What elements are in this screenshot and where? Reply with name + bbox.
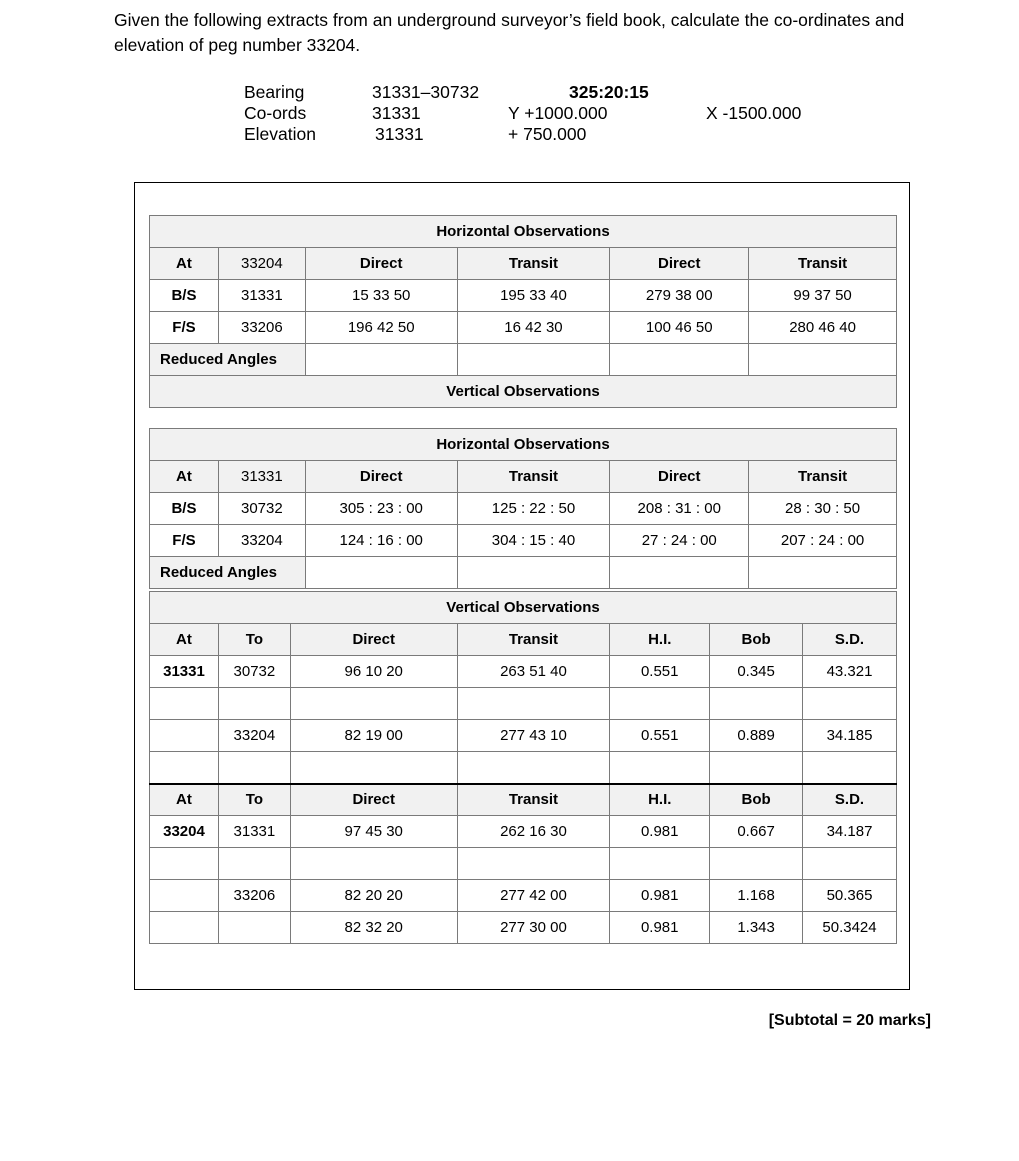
table-cell: 34.187 [803,816,897,848]
reduced-angles-label: Reduced Angles [150,557,306,589]
table-cell: 124 : 16 : 00 [305,525,457,557]
question-text: Given the following extracts from an underground surveyor’s field book, calculate the co-ordinates and elevation of peg number 33204. [114,10,905,55]
reduced-angles-row [150,557,897,589]
header-cell: Transit [749,461,897,493]
table-cell: 16 42 30 [457,312,610,344]
header-cell: 31331 [218,461,305,493]
table-cell: 0.981 [610,816,710,848]
table-cell: 0.345 [710,656,803,688]
header-cell: Bob [710,624,803,656]
table-row [150,912,897,944]
table-cell: 27 : 24 : 00 [610,525,749,557]
table-cell: 1.168 [710,880,803,912]
table-cell: 30732 [218,656,290,688]
table-cell: 33206 [218,880,290,912]
table2-title: Horizontal Observations [150,429,897,461]
table-cell [150,720,219,752]
bearing-value: 325:20:15 [569,82,649,102]
table-cell: 43.321 [803,656,897,688]
header-cell: H.I. [610,624,710,656]
header-cell: To [218,784,290,816]
header-cell: 33204 [218,248,305,280]
table-row [150,816,897,848]
table-cell: 33204 [218,720,290,752]
table-cell: 50.365 [803,880,897,912]
table-row [150,688,897,720]
header-cell: Transit [457,461,610,493]
table-cell: 262 16 30 [457,816,610,848]
table-row [150,656,897,688]
table-cell: 0.981 [610,912,710,944]
vertical-observations-title: Vertical Observations [150,592,897,624]
table-cell: 34.185 [803,720,897,752]
subtotal-marks: [Subtotal = 20 marks] [768,1012,931,1029]
table-cell: B/S [150,280,219,312]
table-cell: 277 30 00 [457,912,610,944]
table-row [150,848,897,880]
observations-table-31331 [149,428,897,589]
header-cell: Transit [457,624,610,656]
table-cell: 82 32 20 [290,912,457,944]
table-cell: 99 37 50 [749,280,897,312]
table-cell: 82 20 20 [290,880,457,912]
coords-station: 31331 [372,103,421,123]
table-cell: 208 : 31 : 00 [610,493,749,525]
table-header-row [150,784,897,816]
table-row [150,880,897,912]
answer-cell [610,344,749,376]
table-cell: 277 43 10 [457,720,610,752]
answer-cell [457,557,610,589]
table-row [150,312,897,344]
table-cell: 50.3424 [803,912,897,944]
answer-cell [749,557,897,589]
header-cell: Transit [749,248,897,280]
header-cell: Direct [290,784,457,816]
header-cell: S.D. [803,624,897,656]
table-cell: 100 46 50 [610,312,749,344]
table-cell: 1.343 [710,912,803,944]
table-cell: 96 10 20 [290,656,457,688]
table-cell: 30732 [218,493,305,525]
table-row [150,280,897,312]
header-cell: At [150,624,219,656]
header-cell: Transit [457,248,610,280]
header-cell: Direct [610,248,749,280]
table-cell [150,880,219,912]
table-cell: 304 : 15 : 40 [457,525,610,557]
table-cell: 0.551 [610,656,710,688]
table-cell: 31331 [150,656,219,688]
table-cell: 33204 [218,525,305,557]
header-cell: Transit [457,784,610,816]
elevation-station: 31331 [375,124,424,144]
vertical-observations-table [149,591,897,944]
table-cell: 279 38 00 [610,280,749,312]
coords-x: X -1500.000 [706,103,802,123]
table-cell: 277 42 00 [457,880,610,912]
header-cell: At [150,784,219,816]
elevation-value: + 750.000 [508,124,587,144]
table-cell [218,912,290,944]
table-header-row [150,248,897,280]
header-cell: S.D. [803,784,897,816]
elevation-label: Elevation [244,124,316,144]
header-cell: Bob [710,784,803,816]
bearing-stations: 31331–30732 [372,82,480,102]
table-cell: 195 33 40 [457,280,610,312]
table-cell: 33206 [218,312,305,344]
table-cell: B/S [150,493,219,525]
table-cell: 28 : 30 : 50 [749,493,897,525]
table-cell: 15 33 50 [305,280,457,312]
table-cell: 280 46 40 [749,312,897,344]
header-cell: Direct [290,624,457,656]
reduced-angles-row [150,344,897,376]
table-cell: 0.981 [610,880,710,912]
table-cell: 207 : 24 : 00 [749,525,897,557]
table-cell: 0.889 [710,720,803,752]
header-cell: At [150,461,219,493]
table1-title: Horizontal Observations [150,216,897,248]
table-cell [150,912,219,944]
table-cell: 0.551 [610,720,710,752]
table-cell: F/S [150,312,219,344]
answer-cell [749,344,897,376]
answer-cell [457,344,610,376]
table-header-row [150,624,897,656]
answer-cell [305,557,457,589]
coords-y: Y +1000.000 [508,103,608,123]
table-cell: 305 : 23 : 00 [305,493,457,525]
observations-table-33204 [149,215,897,408]
header-cell: To [218,624,290,656]
table-cell: 33204 [150,816,219,848]
header-cell: H.I. [610,784,710,816]
reduced-angles-label: Reduced Angles [150,344,306,376]
table-cell: F/S [150,525,219,557]
table-row [150,720,897,752]
table-row [150,525,897,557]
coords-label: Co-ords [244,103,307,123]
table-cell: 125 : 22 : 50 [457,493,610,525]
bearing-label: Bearing [244,82,305,102]
vertical-observations-title: Vertical Observations [150,376,897,408]
table-cell: 31331 [218,280,305,312]
answer-cell [610,557,749,589]
table-cell: 97 45 30 [290,816,457,848]
table-row [150,493,897,525]
table-header-row [150,461,897,493]
table-cell: 0.667 [710,816,803,848]
header-cell: At [150,248,219,280]
table-cell: 263 51 40 [457,656,610,688]
header-cell: Direct [610,461,749,493]
table-cell: 196 42 50 [305,312,457,344]
answer-cell [305,344,457,376]
table-row [150,752,897,784]
header-cell: Direct [305,461,457,493]
table-cell: 82 19 00 [290,720,457,752]
table-cell: 31331 [218,816,290,848]
header-cell: Direct [305,248,457,280]
